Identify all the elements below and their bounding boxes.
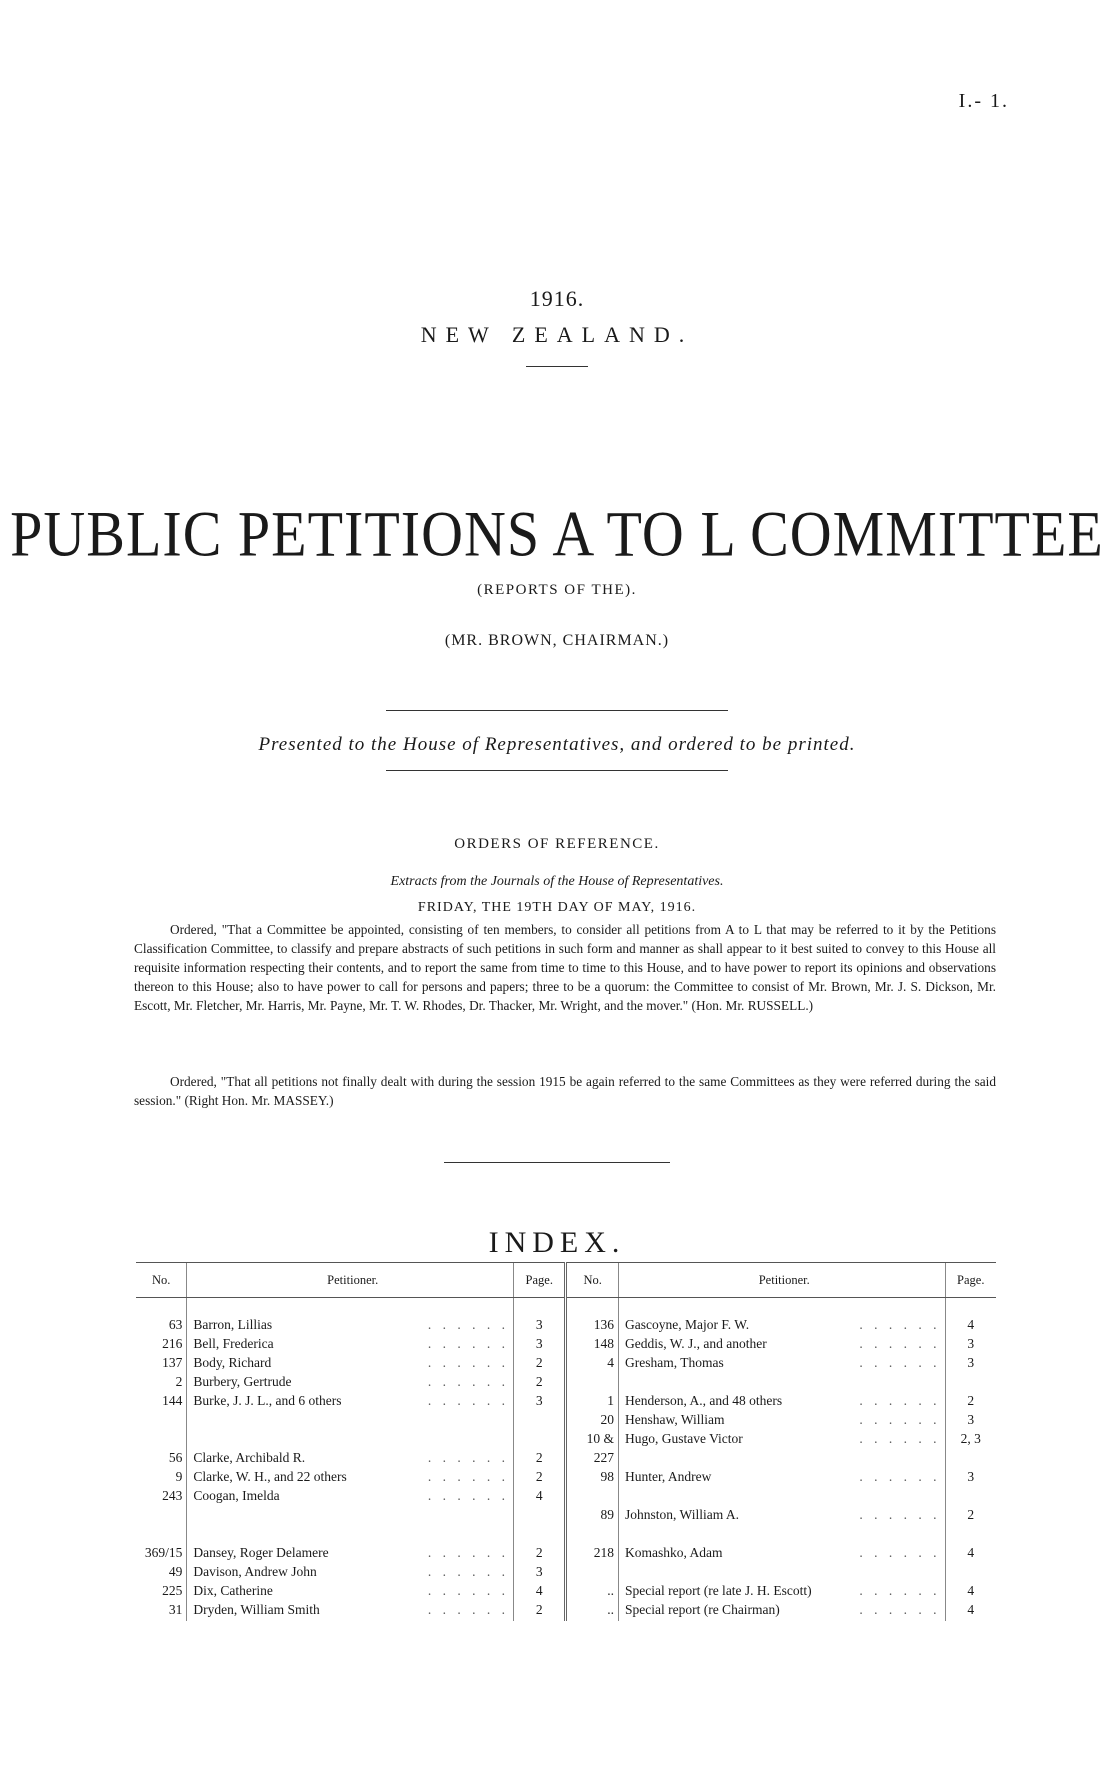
right-petitioner-cell <box>618 1317 945 1336</box>
left-page-cell: 3 <box>513 1564 566 1583</box>
left-petitioner-cell <box>187 1583 514 1602</box>
leader-dots: . . . . . . <box>859 1355 941 1370</box>
right-no-cell: .. <box>607 1602 614 1617</box>
left-petitioner-cell <box>187 1412 514 1431</box>
right-no-cell: 4 <box>607 1355 614 1370</box>
spacer-row <box>136 1298 996 1318</box>
col-page-right: Page. <box>945 1263 996 1298</box>
table-row <box>136 1602 996 1621</box>
right-petitioner-cell <box>618 1583 945 1602</box>
right-page-cell: 3 <box>945 1469 996 1488</box>
left-no-cell: 369/15 <box>144 1545 183 1560</box>
table-row <box>136 1507 996 1526</box>
left-no-cell: 56 <box>168 1450 183 1465</box>
left-petitioner-cell <box>187 1545 514 1564</box>
left-page-cell: 3 <box>513 1393 566 1412</box>
leader-dots: . . . . . . <box>427 1374 509 1389</box>
left-no-cell <box>136 1431 187 1450</box>
right-page-cell <box>945 1450 996 1469</box>
table-row <box>136 1450 996 1469</box>
left-no-cell: 216 <box>162 1336 183 1351</box>
right-no-cell <box>566 1374 619 1393</box>
leader-dots: . . . . . . <box>427 1564 509 1579</box>
table-row <box>136 1355 996 1374</box>
col-no-left: No. <box>136 1263 187 1298</box>
order-date: FRIDAY, THE 19TH DAY OF MAY, 1916. <box>417 900 697 915</box>
left-petitioner-cell <box>187 1488 514 1507</box>
left-no-cell: 9 <box>175 1469 183 1484</box>
right-petitioner-cell <box>618 1469 945 1488</box>
left-page-cell <box>513 1526 566 1545</box>
divider <box>386 710 728 711</box>
right-no-cell: .. <box>607 1583 614 1598</box>
index-header-row <box>136 1263 996 1298</box>
table-row <box>136 1412 996 1431</box>
divider <box>386 770 728 771</box>
left-petitioner-cell <box>187 1355 514 1374</box>
right-page-cell: 2 <box>945 1507 996 1526</box>
right-no-cell: 98 <box>600 1469 614 1484</box>
table-row <box>136 1393 996 1412</box>
chairman-line: (MR. BROWN, CHAIRMAN.) <box>444 632 670 649</box>
right-no-cell <box>566 1564 619 1583</box>
left-petitioner-cell <box>187 1450 514 1469</box>
right-page-cell: 4 <box>945 1317 996 1336</box>
leader-dots: . . . . . . <box>427 1545 509 1560</box>
leader-dots: . . . . . . <box>427 1602 509 1617</box>
table-row <box>136 1545 996 1564</box>
col-page-left: Page. <box>513 1263 566 1298</box>
right-page-cell: 2, 3 <box>945 1431 996 1450</box>
left-page-cell: 2 <box>513 1469 566 1488</box>
petitioner-name: Dix, Catherine <box>193 1583 273 1598</box>
table-row <box>136 1564 996 1583</box>
left-page-cell: 2 <box>513 1602 566 1621</box>
leader-dots: . . . . . . <box>859 1583 941 1598</box>
right-no-cell: 218 <box>593 1545 614 1560</box>
left-page-cell: 3 <box>513 1336 566 1355</box>
left-petitioner-cell <box>187 1317 514 1336</box>
left-petitioner-cell <box>187 1526 514 1545</box>
leader-dots: . . . . . . <box>859 1317 941 1332</box>
leader-dots: . . . . . . <box>859 1545 941 1560</box>
petitioner-name: Special report (re Chairman) <box>624 1602 780 1617</box>
petitioner-name: Johnston, William A. <box>624 1507 739 1522</box>
left-petitioner-cell <box>187 1602 514 1621</box>
right-petitioner-cell <box>618 1393 945 1412</box>
right-petitioner-cell <box>618 1545 945 1564</box>
table-row <box>136 1488 996 1507</box>
right-no-cell: 148 <box>593 1336 614 1351</box>
petitioner-name: Komashko, Adam <box>624 1545 723 1560</box>
leader-dots: . . . . . . <box>859 1431 941 1446</box>
leader-dots: . . . . . . <box>859 1336 941 1351</box>
index-heading: INDEX. <box>488 1226 626 1259</box>
right-page-cell: 3 <box>945 1355 996 1374</box>
petitioner-name: Clarke, W. H., and 22 others <box>193 1469 347 1484</box>
col-no-right: No. <box>566 1263 619 1298</box>
leader-dots: . . . . . . <box>859 1507 941 1522</box>
leader-dots: . . . . . . <box>859 1469 941 1484</box>
left-no-cell: 2 <box>175 1374 183 1389</box>
right-page-cell: 2 <box>945 1393 996 1412</box>
right-no-cell <box>566 1526 619 1545</box>
leader-dots: . . . . . . <box>427 1317 509 1332</box>
left-page-cell: 3 <box>513 1317 566 1336</box>
left-no-cell: 144 <box>162 1393 183 1408</box>
right-petitioner-cell <box>618 1602 945 1621</box>
petitioner-name: Geddis, W. J., and another <box>624 1336 767 1351</box>
left-page-cell: 4 <box>513 1488 566 1507</box>
document-year: 1916. <box>529 286 585 311</box>
right-petitioner-cell <box>618 1507 945 1526</box>
left-no-cell: 31 <box>168 1602 183 1617</box>
petitioner-name: Gascoyne, Major F. W. <box>624 1317 750 1332</box>
right-page-cell: 4 <box>945 1583 996 1602</box>
left-page-cell: 4 <box>513 1583 566 1602</box>
right-petitioner-cell <box>618 1526 945 1545</box>
left-petitioner-cell <box>187 1431 514 1450</box>
right-petitioner-cell <box>618 1431 945 1450</box>
petitioner-name: Dansey, Roger Delamere <box>193 1545 329 1560</box>
table-row <box>136 1583 996 1602</box>
right-no-cell: 89 <box>600 1507 614 1522</box>
table-row <box>136 1336 996 1355</box>
presented-line: Presented to the House of Representatives, and ordered to be printed. <box>258 734 856 755</box>
leader-dots: . . . . . . <box>427 1469 509 1484</box>
col-petitioner-right: Petitioner. <box>618 1263 945 1298</box>
left-no-cell: 49 <box>168 1564 183 1579</box>
right-page-cell: 4 <box>945 1545 996 1564</box>
right-no-cell: 136 <box>593 1317 614 1332</box>
left-petitioner-cell <box>187 1336 514 1355</box>
orders-heading: ORDERS OF REFERENCE. <box>454 836 660 852</box>
divider <box>526 366 588 367</box>
petitioner-name: Dryden, William Smith <box>193 1602 320 1617</box>
leader-dots: . . . . . . <box>427 1488 509 1503</box>
leader-dots: . . . . . . <box>859 1393 941 1408</box>
petitioner-name: Burke, J. J. L., and 6 others <box>193 1393 342 1408</box>
right-petitioner-cell <box>618 1374 945 1393</box>
leader-dots: . . . . . . <box>859 1412 941 1427</box>
left-no-cell <box>136 1412 187 1431</box>
right-petitioner-cell <box>618 1564 945 1583</box>
petitioner-name: Body, Richard <box>193 1355 272 1370</box>
left-page-cell: 2 <box>513 1545 566 1564</box>
left-page-cell: 2 <box>513 1355 566 1374</box>
divider <box>444 1162 670 1163</box>
right-petitioner-cell <box>618 1412 945 1431</box>
document-title: PUBLIC PETITIONS A TO L COMMITTEE <box>10 497 1104 570</box>
left-page-cell: 2 <box>513 1450 566 1469</box>
right-petitioner-cell <box>618 1450 945 1469</box>
petitioner-name: Hunter, Andrew <box>624 1469 712 1484</box>
petitioner-name: Coogan, Imelda <box>193 1488 280 1503</box>
right-petitioner-cell <box>618 1488 945 1507</box>
page-reference: I.- 1. <box>958 90 1009 112</box>
left-page-cell: 2 <box>513 1374 566 1393</box>
right-page-cell <box>945 1564 996 1583</box>
extracts-line: Extracts from the Journals of the House of Representatives. <box>390 874 724 889</box>
table-row <box>136 1469 996 1488</box>
right-page-cell: 4 <box>945 1602 996 1621</box>
left-page-cell <box>513 1507 566 1526</box>
right-no-cell: 1 <box>607 1393 614 1408</box>
left-no-cell: 137 <box>162 1355 183 1370</box>
right-page-cell: 3 <box>945 1412 996 1431</box>
petitioner-name: Davison, Andrew John <box>193 1564 317 1579</box>
index-table <box>136 1262 996 1621</box>
order-paragraph-2: Ordered, "That all petitions not finally dealt with during the session 1915 be again referred to the same Committees as they were referred during the said session." (Right Hon. Mr. MASSEY.) <box>134 1074 996 1108</box>
leader-dots: . . . . . . <box>859 1602 941 1617</box>
right-no-cell: 227 <box>593 1450 614 1465</box>
right-page-cell <box>945 1374 996 1393</box>
left-petitioner-cell <box>187 1564 514 1583</box>
left-no-cell <box>136 1526 187 1545</box>
right-page-cell <box>945 1488 996 1507</box>
col-petitioner-left: Petitioner. <box>187 1263 514 1298</box>
table-row <box>136 1374 996 1393</box>
left-no-cell: 225 <box>162 1583 183 1598</box>
leader-dots: . . . . . . <box>427 1393 509 1408</box>
leader-dots: . . . . . . <box>427 1450 509 1465</box>
petitioner-name: Henshaw, William <box>624 1412 725 1427</box>
left-petitioner-cell <box>187 1469 514 1488</box>
petitioner-name: Burbery, Gertrude <box>193 1374 292 1389</box>
right-no-cell: 20 <box>600 1412 614 1427</box>
right-no-cell: 10 & <box>586 1431 614 1446</box>
left-page-cell <box>513 1412 566 1431</box>
document-subtitle: (REPORTS OF THE). <box>477 582 637 598</box>
petitioner-name: Special report (re late J. H. Escott) <box>624 1583 812 1598</box>
table-row <box>136 1317 996 1336</box>
right-no-cell <box>566 1488 619 1507</box>
petitioner-name: Henderson, A., and 48 others <box>624 1393 783 1408</box>
table-row <box>136 1526 996 1545</box>
petitioner-name: Clarke, Archibald R. <box>193 1450 306 1465</box>
leader-dots: . . . . . . <box>427 1355 509 1370</box>
left-petitioner-cell <box>187 1507 514 1526</box>
left-petitioner-cell <box>187 1374 514 1393</box>
right-page-cell: 3 <box>945 1336 996 1355</box>
petitioner-name: Gresham, Thomas <box>624 1355 724 1370</box>
petitioner-name: Bell, Frederica <box>193 1336 274 1351</box>
left-no-cell: 63 <box>168 1317 183 1332</box>
document-country: NEW ZEALAND. <box>420 322 694 347</box>
left-page-cell <box>513 1431 566 1450</box>
leader-dots: . . . . . . <box>427 1336 509 1351</box>
left-no-cell: 243 <box>162 1488 183 1503</box>
left-petitioner-cell <box>187 1393 514 1412</box>
table-row <box>136 1431 996 1450</box>
right-petitioner-cell <box>618 1355 945 1374</box>
petitioner-name: Hugo, Gustave Victor <box>624 1431 743 1446</box>
leader-dots: . . . . . . <box>427 1583 509 1598</box>
left-no-cell <box>136 1507 187 1526</box>
petitioner-name: Barron, Lillias <box>193 1317 273 1332</box>
right-page-cell <box>945 1526 996 1545</box>
right-petitioner-cell <box>618 1336 945 1355</box>
order-paragraph-1: Ordered, "That a Committee be appointed, consisting of ten members, to consider all petitions from A to L that may be referred to it by the Petitions Classification Committee, to classify and prepare abstracts of such petitions in such form and manner as shall appear to it best suited to convey to this House all requisite information respecting their contents, and to report the same from time to time to this House, and to have power to report its opinions and observations thereon to this House; also to have power to call for persons and papers; three to be a quorum: the Committee to consist of Mr. Brown, Mr. J. S. Dickson, Mr. Escott, Mr. Fletcher, Mr. Harris, Mr. Payne, Mr. T. W. Rhodes, Dr. Thacker, Mr. Wright, and the mover." (Hon. Mr. RUSSELL.) <box>134 922 996 1013</box>
